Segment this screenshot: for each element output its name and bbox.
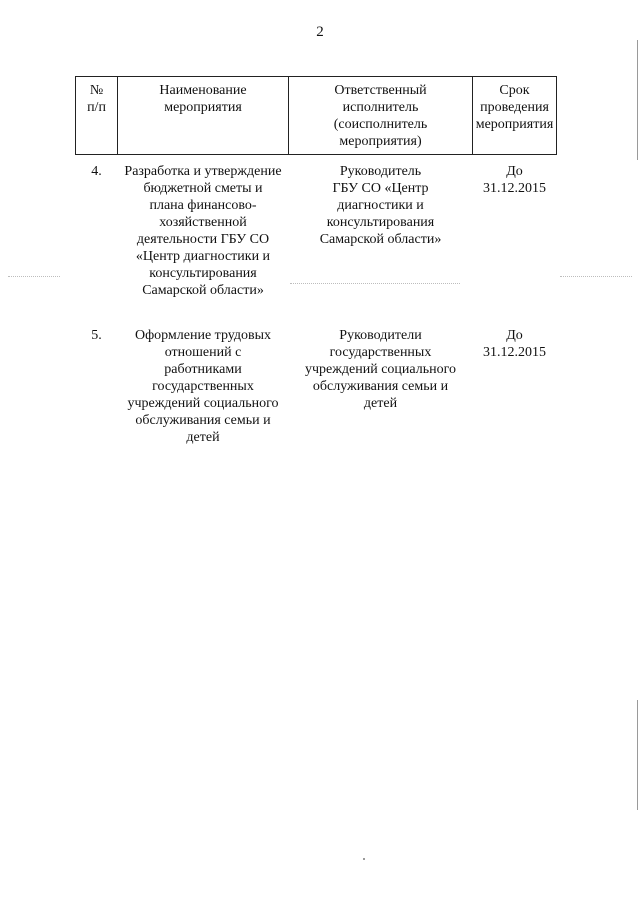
text-line: государственных <box>152 379 254 394</box>
text-line: консультирования <box>326 215 435 230</box>
scan-dotted-line <box>560 276 632 278</box>
header-line: проведения <box>480 100 549 115</box>
header-line: мероприятия <box>475 117 554 132</box>
row-number: 5. <box>91 328 102 343</box>
text-line: хозяйственной <box>159 215 247 230</box>
deadline-cell <box>473 155 557 300</box>
text-line: государственных <box>329 345 432 360</box>
scan-speck <box>363 858 365 860</box>
page-number: 2 <box>316 24 324 40</box>
text-line: Оформление трудовых <box>134 328 272 343</box>
table-row <box>76 155 557 300</box>
text-line: Разработка и утверждение <box>124 164 282 179</box>
scan-edge-mark <box>637 40 638 160</box>
text-line: плана финансово- <box>149 198 257 213</box>
text-line: «Центр диагностики и <box>135 249 271 264</box>
text-line: Самарской области» <box>142 283 264 298</box>
text-line: обслуживания семьи и <box>312 379 449 394</box>
header-line: Наименование <box>159 83 247 98</box>
header-line: (соисполнитель <box>333 117 428 132</box>
responsible-cell <box>289 299 473 446</box>
responsible-cell <box>289 155 473 300</box>
header-event-name <box>118 77 289 155</box>
events-table <box>75 76 557 446</box>
header-responsible <box>289 77 473 155</box>
text-line: 31.12.2015 <box>483 181 546 196</box>
text-line: диагностики и <box>337 198 424 213</box>
text-line: учреждений социального <box>127 396 279 411</box>
scan-edge-mark <box>637 700 638 810</box>
header-number <box>76 77 118 155</box>
text-line: 31.12.2015 <box>483 345 546 360</box>
event-name-cell <box>118 299 289 446</box>
text-line: бюджетной сметы и <box>143 181 263 196</box>
header-line: Срок <box>499 83 530 98</box>
table-header-row <box>76 77 557 155</box>
table-row <box>76 299 557 446</box>
deadline-cell <box>473 299 557 446</box>
text-line: детей <box>186 430 220 445</box>
text-line: отношений с <box>164 345 242 360</box>
header-deadline <box>473 77 557 155</box>
text-line: ГБУ СО «Центр <box>332 181 429 196</box>
header-line: мероприятия <box>164 100 242 115</box>
text-line: До <box>506 328 523 343</box>
scan-dotted-line <box>290 283 460 285</box>
text-line: консультирования <box>149 266 257 281</box>
text-line: Руководители <box>339 328 422 343</box>
header-line: п/п <box>87 100 106 115</box>
text-line: обслуживания семьи и <box>135 413 271 428</box>
header-line: исполнитель <box>342 100 419 115</box>
text-line: До <box>506 164 523 179</box>
text-line: Самарской области» <box>319 232 442 247</box>
text-line: Руководитель <box>339 164 422 179</box>
text-line: работниками <box>164 362 242 377</box>
text-line: учреждений социального <box>304 362 457 377</box>
header-line: мероприятия) <box>339 134 422 149</box>
text-line: деятельности ГБУ СО <box>136 232 270 247</box>
scan-dotted-line <box>8 276 60 278</box>
header-line: Ответственный <box>334 83 427 98</box>
header-line: № <box>89 83 104 98</box>
row-number: 4. <box>91 164 102 179</box>
event-name-cell <box>118 155 289 300</box>
text-line: детей <box>363 396 398 411</box>
